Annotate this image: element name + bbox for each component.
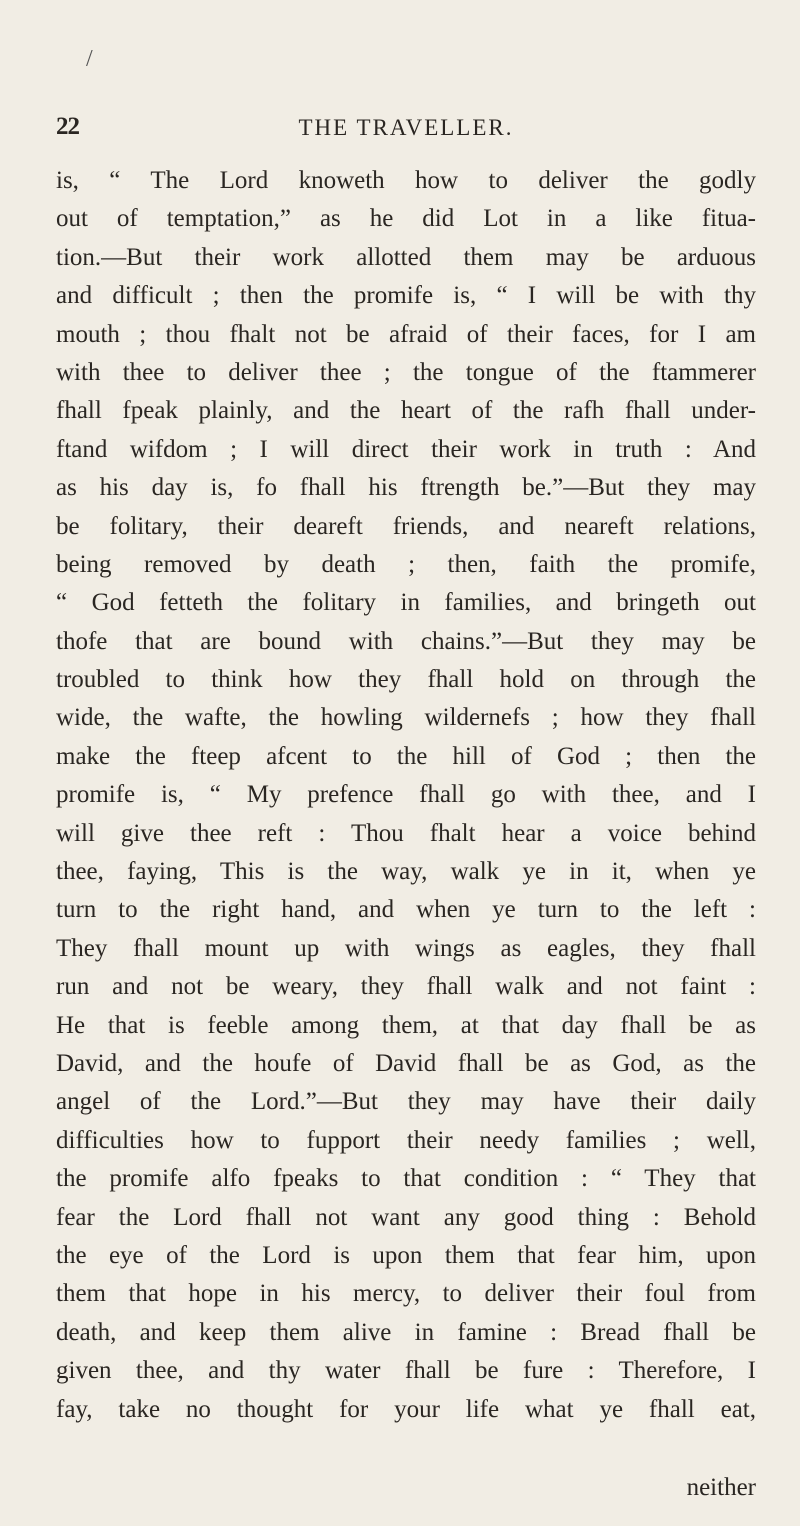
text-line: troubled to think how they fhall hold on through the bbox=[56, 666, 756, 694]
page-number: 22 bbox=[56, 113, 79, 140]
text-line: make the fteep afcent to the hill of God ; then the bbox=[56, 742, 756, 770]
text-line: will give thee reft : Thou fhalt hear a voice behind bbox=[56, 819, 756, 847]
text-line: mouth ; thou fhalt not be afraid of their faces, for I am bbox=[56, 320, 756, 348]
text-line: promife is, “ My prefence fhall go with thee, and I bbox=[56, 781, 756, 809]
text-line: being removed by death ; then, faith the promife, bbox=[56, 550, 756, 578]
text-line: given thee, and thy water fhall be fure : Therefore, I bbox=[56, 1357, 756, 1385]
text-line: They fhall mount up with wings as eagles, they fhall bbox=[56, 934, 756, 962]
text-line: death, and keep them alive in famine : Bread fhall be bbox=[56, 1318, 756, 1346]
text-line: be folitary, their deareft friends, and neareft relations, bbox=[56, 512, 756, 540]
text-line: thofe that are bound with chains.”—But they may be bbox=[56, 627, 756, 655]
text-line: fear the Lord fhall not want any good thing : Behold bbox=[56, 1203, 756, 1231]
text-line: He that is feeble among them, at that day fhall be as bbox=[56, 1011, 756, 1039]
margin-mark: / bbox=[86, 46, 93, 72]
text-line: is, “ The Lord knoweth how to deliver the godly bbox=[56, 167, 756, 194]
text-line: with thee to deliver thee ; the tongue of the ftammerer bbox=[56, 358, 756, 386]
body-text bbox=[56, 162, 756, 1429]
text-line: “ God fetteth the folitary in families, and bringeth out bbox=[56, 589, 756, 617]
text-line: and difficult ; then the promife is, “ I will be with thy bbox=[56, 282, 756, 310]
text-line: David, and the houfe of David fhall be as God, as the bbox=[56, 1049, 756, 1077]
text-line: tion.—But their work allotted them may be arduous bbox=[56, 243, 756, 271]
running-title: THE TRAVELLER. bbox=[298, 115, 514, 140]
page-header bbox=[56, 113, 756, 147]
catchword: neither bbox=[686, 1474, 756, 1501]
text-line: run and not be weary, they fhall walk and not faint : bbox=[56, 973, 756, 1001]
text-line: thee, faying, This is the way, walk ye in it, when ye bbox=[56, 858, 756, 886]
text-line: difficulties how to fupport their needy families ; well, bbox=[56, 1126, 756, 1154]
text-line: turn to the right hand, and when ye turn to the left : bbox=[56, 896, 756, 924]
text-line: fhall fpeak plainly, and the heart of the rafh fhall under- bbox=[56, 397, 756, 425]
text-line: ftand wifdom ; I will direct their work in truth : And bbox=[56, 435, 756, 463]
text-line: the eye of the Lord is upon them that fear him, upon bbox=[56, 1241, 756, 1269]
text-line: out of temptation,” as he did Lot in a like fitua- bbox=[56, 205, 756, 233]
text-line: them that hope in his mercy, to deliver their foul from bbox=[56, 1280, 756, 1308]
text-line: as his day is, fo fhall his ftrength be.”—But they may bbox=[56, 474, 756, 502]
text-line: angel of the Lord.”—But they may have their daily bbox=[56, 1088, 756, 1116]
text-line: wide, the wafte, the howling wildernefs ; how they fhall bbox=[56, 704, 756, 732]
text-line: fay, take no thought for your life what ye fhall eat, bbox=[56, 1395, 756, 1423]
text-line: the promife alfo fpeaks to that condition : “ They that bbox=[56, 1165, 756, 1193]
